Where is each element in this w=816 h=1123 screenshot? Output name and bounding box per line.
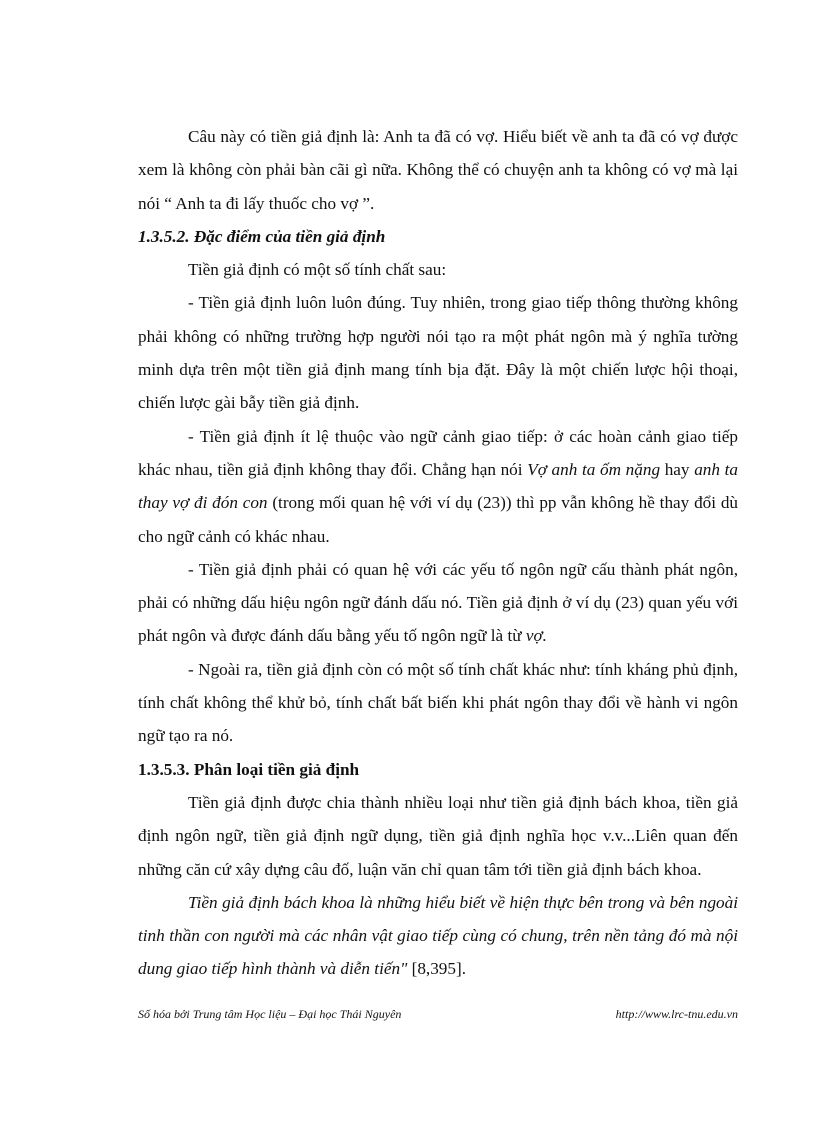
paragraph-classification: Tiền giả định được chia thành nhiều loại như tiền giả định bách khoa, tiền giả định ngôn ngữ, tiền giả định ngữ dụng, tiền giả định nghĩa học v.v...Liên quan đến những căn cứ xây dựng câu đố, luận văn chỉ quan tâm tới tiền giả định bách khoa.: [138, 792, 738, 879]
citation-ref: [8,395].: [407, 959, 467, 979]
paragraph-properties-intro: Tiền giả định có một số tính chất sau:: [188, 260, 447, 280]
text-segment: - Tiền giả định phải có quan hệ với các yếu tố ngôn ngữ cấu thành phát ngôn, phải có những dấu hiệu ngôn ngữ đánh dấu nó. Tiền giả định ở ví dụ (23) quan yếu với phát ngôn và được đánh dấu bằng yếu tố ngôn ngữ là từ: [138, 559, 738, 646]
footer-source: Số hóa bởi Trung tâm Học liệu – Đại học Thái Nguyên: [138, 1007, 402, 1021]
text-segment: - Tiền giả định ít lệ thuộc vào ngữ cảnh giao tiếp: ở các hoàn cảnh giao tiếp khác nhau, tiền giả định không thay đổi. Chẳng hạn nói: [138, 426, 738, 479]
paragraph-property-1: - Tiền giả định luôn luôn đúng. Tuy nhiên, trong giao tiếp thông thường không phải không có những trường hợp người nói tạo ra một phát ngôn mà ý nghĩa tường minh dựa trên một tiền giả định mang tính bịa đặt. Đây là một chiến lược hội thoại, chiến lược gài bẫy tiền giả định.: [138, 293, 738, 413]
italic-word: vợ.: [525, 626, 547, 646]
quote-text: Tiền giả định bách khoa là những hiểu biết về hiện thực bên trong và bên ngoài tinh thần con người mà các nhân vật giao tiếp cùng có chung, trên nền tảng đó mà nội dung giao tiếp hình thành và diễn tiến": [138, 892, 738, 979]
text-segment: (trong mối quan hệ với ví dụ (23)) thì pp vẫn không hề thay đổi dù cho ngữ cảnh có khác nhau.: [138, 493, 739, 546]
section-heading-1-3-5-2: 1.3.5.2. Đặc điểm của tiền giả định: [138, 226, 386, 246]
paragraph-property-4: - Ngoài ra, tiền giả định còn có một số tính chất khác như: tính kháng phủ định, tính chất không thể khử bỏ, tính chất bất biến khi phát ngôn thay đổi về hành vi ngôn ngữ tạo ra nó.: [138, 659, 738, 746]
paragraph-property-3: [138, 553, 738, 653]
section-heading-1-3-5-3: 1.3.5.3. Phân loại tiền giả định: [138, 759, 360, 779]
paragraph-property-2: [138, 420, 738, 553]
text-segment: hay: [660, 459, 695, 479]
paragraph-definition-quote: [138, 886, 738, 986]
italic-example-2: anh ta thay vợ đi đón con: [138, 459, 738, 513]
paragraph-intro: Câu này có tiền giả định là: Anh ta đã có vợ. Hiểu biết về anh ta đã có vợ được xem là không còn phải bàn cãi gì nữa. Không thể có chuyện anh ta không có vợ mà lại nói “ Anh ta đi lấy thuốc cho vợ ”.: [138, 127, 738, 213]
footer-url: http://www.lrc-tnu.edu.vn: [615, 1007, 738, 1021]
document-body: [138, 120, 738, 986]
italic-example-1: Vợ anh ta ốm nặng: [527, 459, 661, 479]
